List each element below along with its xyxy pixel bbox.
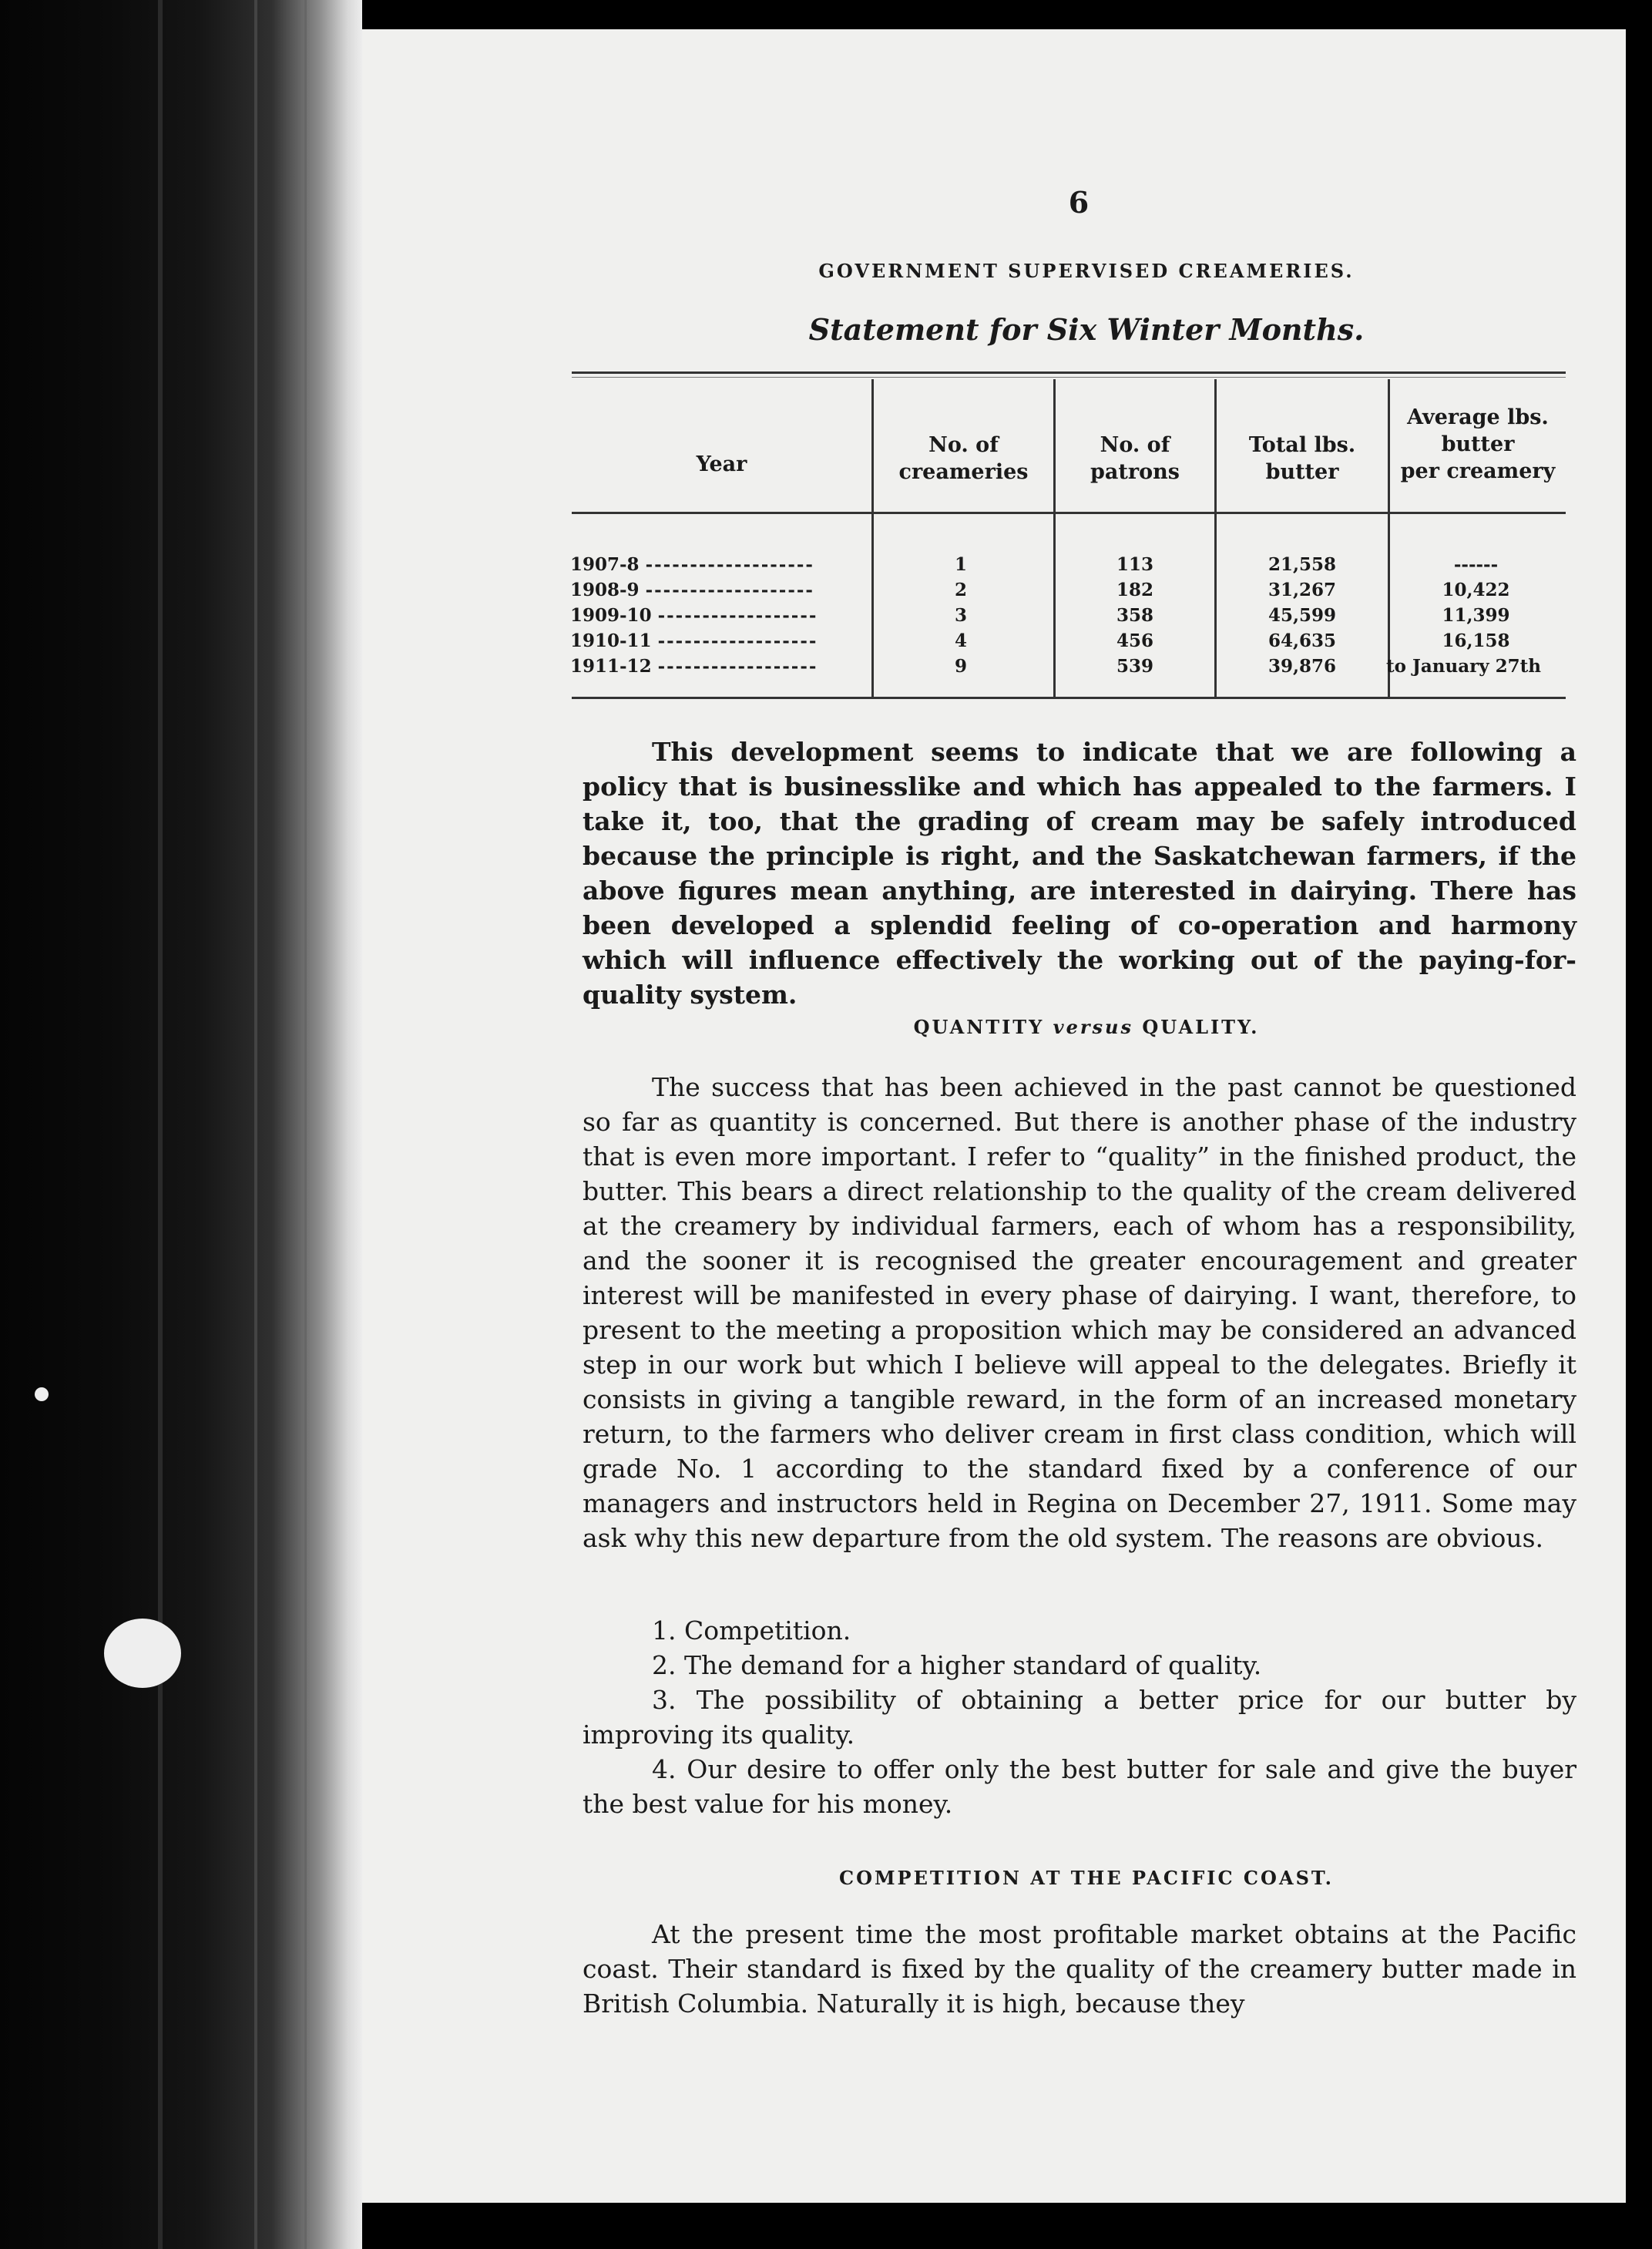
average-butter-cell: 10,422 [1442,580,1510,600]
film-stripe [304,0,307,2249]
reasons-list [583,1613,1576,1821]
film-speck [35,1387,49,1401]
list-item: 4. Our desire to offer only the best butter for sale and give the buyer the best value for his money. [583,1754,1576,1819]
average-butter-cell: ------ [1453,554,1499,575]
paragraph-success: The success that has been achieved in the past cannot be questioned so far as quantity is concerned. But there is another phase of the industry that is even more important. I refer to “quality” in the finished product, the butter. This bears a direct relationship to the quality of the cream delivered at the creamery by individual farmers, each of whom has a responsibility, and the sooner it is recognised the greater encouragement and greater interest will be manifested in every phase of dairying. I want, therefore, to present to the meeting a proposition which may be considered an advanced step in our work but which I believe will appeal to the delegates. Briefly it consists in giving a tangible reward, in the form of an increased monetary return, to the farmers who deliver cream in first class condition, which will grade No. 1 according to the standard fixed by a conference of our managers and instructors held in Regina on December 27, 1911. Some may ask why this new departure from the old system. The reasons are obvious. [583,1072,1576,1553]
table-top-rule [572,371,1566,374]
film-stripe [158,0,163,2249]
body-paragraph [583,1070,1576,1555]
average-butter-cell: 16,158 [1442,630,1510,651]
film-stripe [254,0,257,2249]
creameries-cell: 1 [954,554,967,575]
paragraph-development: This development seems to indicate that we are following a policy that is businesslike and which has appealed to the farmers. I take it, too, that the grading of cream may be safely introduced because the principle is right, and the Saskatchewan farmers, if the above figures mean anything, are interested in dairying. There has been developed a splendid feeling of co-operation and harmony which will influence effectively the working out of the paying-for-quality system. [583,737,1576,1010]
creameries-cell: 9 [954,656,967,677]
average-butter-cell: to January 27th [1386,656,1541,677]
section-title-competition: COMPETITION AT THE PACIFIC COAST. [838,1867,1335,1889]
section-heading: GOVERNMENT SUPERVISED CREAMERIES. [818,260,1355,282]
table-bottom-rule [572,697,1566,699]
column-header-year: Year [696,452,747,476]
patrons-cell: 113 [1116,554,1153,575]
patrons-cell: 182 [1116,580,1153,600]
table-top-rule-thin [572,377,1566,378]
film-speck [104,1619,181,1688]
list-item: 1. Competition. [652,1615,851,1646]
total-butter-cell: 64,635 [1268,630,1337,651]
creameries-cell: 3 [954,605,967,626]
column-header-patrons: No. of patrons [1090,433,1180,484]
column-header-average-butter: Average lbs. butter per creamery [1400,405,1556,483]
section-title-part: QUANTITY [913,1016,1053,1038]
total-butter-cell: 21,558 [1268,554,1337,575]
creameries-cell: 4 [954,630,967,651]
total-butter-cell: 45,599 [1268,605,1337,626]
table-row: 1907-8 ------------------- 1 113 21,558 ------ [570,552,1566,577]
average-butter-cell: 11,399 [1442,605,1510,626]
creameries-table [570,552,1566,679]
microfilm-margin [0,0,362,2249]
year-cell: 1909-10 [570,605,652,626]
patrons-cell: 358 [1116,605,1153,626]
section-title-quantity-quality [586,1016,1587,1038]
patrons-cell: 456 [1116,630,1153,651]
table-subheading: Statement for Six Winter Months. [808,312,1365,347]
page-number: 6 [1068,185,1090,220]
total-butter-cell: 39,876 [1268,656,1337,677]
table-row: 1911-12 ------------------ 9 539 39,876 to January 27th [570,654,1566,679]
body-paragraph [583,1917,1576,2021]
paragraph-pacific-coast: At the present time the most profitable market obtains at the Pacific coast. Their standard is fixed by the quality of the creamery butter made in British Columbia. Naturally it is high, because they [583,1919,1576,2019]
creameries-cell: 2 [954,580,967,600]
year-cell: 1910-11 [570,630,652,651]
year-cell: 1907-8 [570,554,640,575]
section-title-part: QUALITY. [1133,1016,1260,1038]
column-header-creameries: No. of creameries [898,433,1029,484]
total-butter-cell: 31,267 [1268,580,1337,600]
year-cell: 1911-12 [570,656,652,677]
section-title-part: versus [1053,1016,1133,1038]
table-row: 1909-10 ------------------ 3 358 45,599 11,399 [570,603,1566,628]
year-cell: 1908-9 [570,580,640,600]
body-paragraph [583,735,1576,1012]
patrons-cell: 539 [1116,656,1153,677]
table-row: 1908-9 ------------------- 2 182 31,267 10,422 [570,577,1566,603]
list-item: 3. The possibility of obtaining a better price for our butter by improving its quality. [583,1685,1576,1750]
table-row: 1910-11 ------------------ 4 456 64,635 16,158 [570,628,1566,654]
list-item: 2. The demand for a higher standard of quality. [652,1650,1262,1680]
column-header-total-butter: Total lbs. butter [1248,433,1356,484]
table-header-rule [572,512,1566,514]
